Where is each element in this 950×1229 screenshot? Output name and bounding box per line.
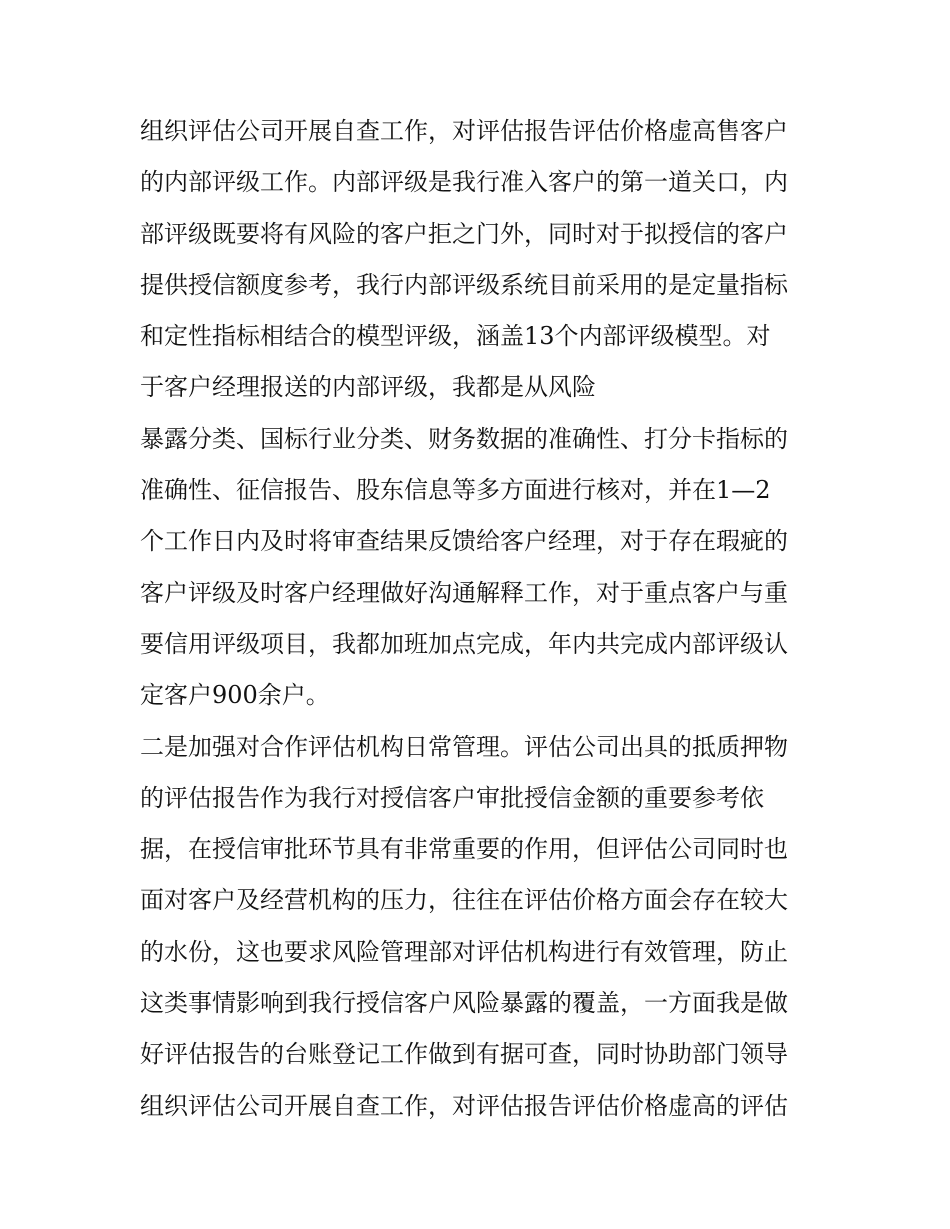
text-line: 的内部评级工作。内部评级是我行准入客户的第一道关口，内 [140, 168, 788, 197]
text-line: 面对客户及经营机构的压力，往往在评估价格方面会存在较大 [140, 886, 788, 915]
text-line: 个工作日内及时将审查结果反馈给客户经理，对于存在瑕疵的 [140, 527, 788, 556]
text-line: 要信用评级项目，我都加班加点完成，年内共完成内部评级认 [140, 629, 788, 658]
text-line: 和定性指标相结合的模型评级，涵盖13个内部评级模型。对 [140, 322, 771, 351]
text-line: 二是加强对合作评估机构日常管理。评估公司出具的抵质押物 [140, 732, 788, 761]
text-line: 据，在授信审批环节具有非常重要的作用，但评估公司同时也 [140, 835, 788, 864]
text-line: 组织评估公司开展自查工作，对评估报告评估价格虚高的评估 [140, 1091, 788, 1120]
text-line: 准确性、征信报告、股东信息等多方面进行核对，并在1—2 [140, 476, 771, 505]
text-line: 组织评估公司开展自查工作，对评估报告评估价格虚高售客户 [140, 117, 788, 145]
text-line: 的评估报告作为我行对授信客户审批授信金额的重要参考依 [140, 783, 764, 812]
text-line: 提供授信额度参考，我行内部评级系统目前采用的是定量指标 [140, 270, 788, 299]
text-line: 的水份，这也要求风险管理部对评估机构进行有效管理，防止 [140, 937, 788, 966]
text-line: 这类事情影响到我行授信客户风险暴露的覆盖，一方面我是做 [140, 989, 788, 1018]
text-line: 定客户900余户。 [140, 681, 330, 710]
text-line: 于客户经理报送的内部评级，我都是从风险 [140, 373, 596, 402]
text-line: 客户评级及时客户经理做好沟通解释工作，对于重点客户与重 [140, 578, 788, 607]
text-line: 部评级既要将有风险的客户拒之门外，同时对于拟授信的客户 [140, 219, 788, 248]
text-line: 暴露分类、国标行业分类、财务数据的准确性、打分卡指标的 [140, 424, 788, 453]
text-line: 好评估报告的台账登记工作做到有据可查，同时协助部门领导 [140, 1040, 788, 1069]
body-text [140, 106, 820, 1132]
